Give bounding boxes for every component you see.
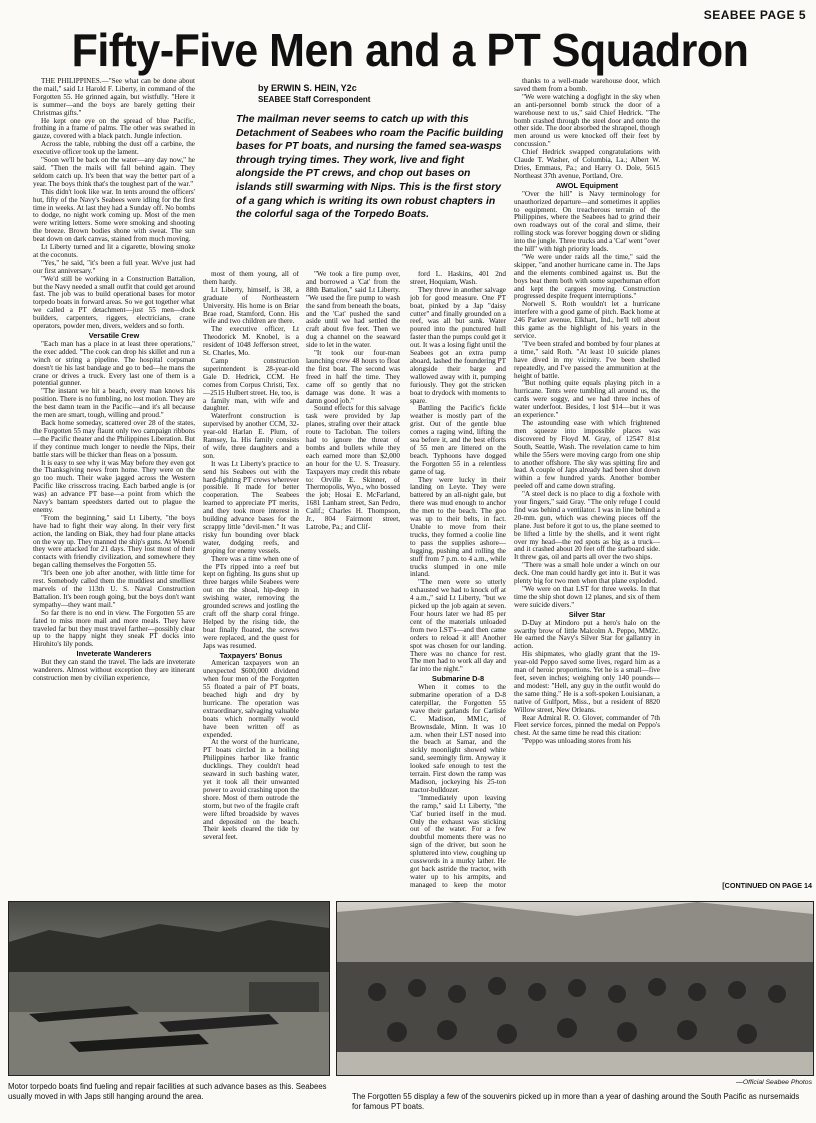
paragraph: "Peppo was unloading stores from his — [522, 737, 631, 746]
paragraph: Battling the Pacific's fickle weather is mostly part of the grist. Out of the gentle blue comes a raging wind, lifting the sea before it, and the best efforts of 55 men are littered on the beach. Typhoons have dogged the Forgotten 55 in a relentless game of tag. — [410, 404, 506, 476]
crew-souvenirs-photo-art — [337, 902, 813, 1075]
paragraph: "We were on that LST for three weeks. In that time the ship shot down 12 planes, and six of them were suicide divers." — [514, 585, 660, 609]
paragraph: Back home someday, scattered over 28 of the states, the Forgotten 55 may flaunt only two campaign ribbons—the Pacific theater and the Philippines Liberation. But if they continue much longer to needle the Nips, their battle stars will be thicker than fleas on a 'possum. — [33, 418, 195, 459]
paragraph: "But nothing quite equals playing pitch in a hurricane. Tents were tumbling all around us, the cards were soggy, and we had three inches of water underfoot. Besides, I lost $14—but it was an experience." — [514, 379, 660, 420]
paragraph: ford L. Haskins, 401 2nd street, Hoquiam, Wash. — [410, 271, 506, 286]
paragraph: Waterfront construction is supervised by another CCM, 32-year-old Harlan E. Plum, of Ramsey, Ia. His family consists of wife, three daughters and a son. — [203, 412, 299, 460]
paragraph: The executive officer, Lt Theodorick M. Knobel, is a resident of 1048 Jefferson street, St. Charles, Mo. — [203, 325, 299, 358]
paragraph: "It's been one job after another, with little time for rest. Somebody called them the muddiest and smelliest marvels of the 113th U. S. Naval Construction Battalion. It's been rough going, but the boys don't want sympathy—they want mail." — [33, 569, 195, 609]
paragraph: "A steel deck is no place to dig a foxhole with your fingers," said Gray. "The only refuge I could find was behind a ventilator. I was in line behind a 20-mm. gun, which was chewing pieces off the plane. Just before it got to us, the plane seemed to be lifted a little by the shells, and it went right over my head—the red spots as big as a truck—and it crashed about 20 feet off the starboard side. It threw gas, oil and parts all over the two ships. — [514, 490, 660, 562]
pt-base-photo-art — [9, 902, 329, 1075]
byline-staff: SEABEE Staff Correspondent — [258, 95, 371, 104]
paragraph: thanks to a well-made warehouse door, which saved them from a bomb. — [514, 78, 660, 93]
paragraph: "There was a small hole under a winch on our deck. One man could hardly get into it. But it was plenty big for two men when that plane exploded. — [514, 561, 660, 586]
paragraph: "The men were so utterly exhausted we had to knock off at 4 a.m.," said Lt Liberty, "but we picked up the job again at seven. Four hours later we had 85 per cent of the materials unloaded from two LST's—and then came orders to reload it all! Another spot was chosen for our landing. There was no chance for rest. The men had to work all day and far into the night." — [410, 578, 506, 674]
paragraph: "It took our four-man launching crew 48 hours to float the first boat. The second was freed in half the time. They came off so gently that no damage was done. It was a damn good job." — [306, 349, 400, 405]
subhead: AWOL Equipment — [555, 180, 619, 190]
paragraph: Camp construction superintendent is 28-year-old Gale D. Hedrick, CCM. He comes from Corpus Christi, Tex.—2515 Hulbert street. He, too, is a family man, with wife and daughter. — [203, 356, 299, 413]
paragraph: "The instant we hit a beach, every man knows his position. There is no fumbling, no lost motion. They are the best damn team in the Pacific—and it's all because the men are smart, tough, willing and proud." — [33, 387, 195, 420]
column-2 — [203, 271, 299, 888]
photo-caption-left: Motor torpedo boats find fueling and repair facilities at such advance bases as this. Seabees usually moved in with Japs still hanging around the area. — [8, 1082, 327, 1101]
column-5 — [514, 78, 660, 888]
paragraph: So far there is no end in view. The Forgotten 55 are fated to miss more mail and more meals. They have traveled far but they must travel farther—possibly clear up to the happy night they sneak PT docks into Hirohito's lily ponds. — [33, 608, 195, 649]
subhead: Silver Star — [568, 609, 606, 619]
paragraph: This didn't look like war. In tents around the officers' hut, fifty of the Navy's Seabees were idling for the first time in weeks. At last they had a Sunday off. No bombs to dodge, no night work coming up. Most of the men were writing letters. Some were smoking and shooting the breeze. Brown bodies shone with sweat. The sun beat down on dark canvas, stained from much moving. — [33, 187, 195, 244]
story-deck: The mailman never seems to catch up with this Detachment of Seabees who roam the Pacific building bases for PT boats, and nursing the famed sea-wasps through trying times. They work, live and fight alongside the PT crews, and chop out bases on islands still swarming with Nips. This is the first story of a gang which is writing its own robust chapters in the colorful saga of the Torpedo Boats. — [236, 114, 504, 221]
photo-caption-right: The Forgotten 55 display a few of the souvenirs picked up in more than a year of dashing around the South Pacific as nursemaids for famous PT boats. — [352, 1092, 800, 1111]
headline: Fifty-Five Men and a PT Squadron — [71, 25, 749, 77]
paragraph: D-Day at Mindoro put a hero's halo on the swarthy brow of little Malcolm A. Peppo, MM2c. He earned the Navy's Silver Star for gallantry in action. — [514, 618, 660, 651]
paragraph: THE PHILIPPINES.—"See what can be done about the mail," said Lt Harold F. Liberty, in command of the Forgotten 55. He grinned again, but wistfully. "Here it is summer—and the boys are barely getting their Christmas gifts." — [33, 78, 195, 117]
paragraph: Sound effects for this salvage task were provided by Jap planes, strafing over their attack route to Tacloban. The toilers had to ignore the threat of bombs and bullets while they each earned more than $2,000 an hour for the U. S. Treasury. Taxpayers may credit this rebate to: Orville E. Skinner, of Thermopolis, Wyo., who bossed the job; Hosai E. McFarland, 1681 Lanham street, San Pedro, Calif.; Charles H. Thompson, Jr., 804 Fairmont street, Latrobe, Pa.; and Clif- — [306, 404, 400, 531]
paragraph: When it comes to the submarine operation of a D-8 caterpillar, the Forgotten 55 wave their garlands for Carlisle C. Madison, MM1c, of Brownsdale, Minn. It was 10 a.m. when their LST nosed into the beach at Samar, and the sickly moonlight showed white sand, seemingly firm. Anyway it looked safe enough to test the terrain. First down the ramp was Madison, jockeying his 25-ton tractor-bulldozer. — [410, 683, 506, 794]
byline-name: by ERWIN S. HEIN, Y2c — [258, 83, 357, 93]
paragraph: But they can stand the travel. The lads are inveterate wanderers. Almost without exception they are itinerant construction men by civilian experience, — [33, 658, 195, 682]
paragraph: They were lucky in their landing on Leyte. They were battered by an all-night gale, but there was mud enough to anchor the men to the beach. The goo was up to their belts, in fact. Unable to move from their trucks, they formed a coolie line to pass the supplies ashore—lugging, pushing and rolling the stuff from 7 p.m. to 4 a.m., while trucks slumped in one mile inland. — [410, 475, 506, 579]
paragraph: "We took a fire pump over, and borrowed a 'Cat' from the 88th Battalion," said Lt Liberty. "We used the fire pump to wash the sand from beneath the boats, and the 'Cat' pushed the sand aside until we had settled the craft about five feet. Then we dug a channel on the seaward side to let in the water. — [306, 271, 400, 350]
column-3 — [306, 271, 400, 888]
paragraph: His shipmates, who gladly grant that the 19-year-old Peppo saved some lives, regard him as a man of heroic proportions. Yet he is a small—five feet, seven inches; weighing only 140 pounds—and modest: "Hell, any guy in the outfit would do the same thing." He is a soft-spoken Louisianan, a native of Gulfport, Miss., but a resident of 8820 Willow street, New Orleans. — [514, 650, 660, 714]
paragraph: Lt Liberty, himself, is 38, a graduate of Northeastern University. His home is on Briar Brae road, Stamford, Conn. His wife and two children are there. — [203, 285, 299, 326]
paragraph: "Soon we'll be back on the water—any day now," he said. "Then the mails will fall behind again. They seldom catch up. It's been that way the better part of a year. The boys think that's the toughest part of the war." — [33, 156, 195, 188]
paragraph: "Immediately upon leaving the ramp," said Lt Liberty, "the 'Cat' buried itself in the mud. Only the exhaust was sticking out of the water. For a few doubtful moments there was no sign of the driver, but soon he spluttered into view, coughing up cusswords in a murky lather. He got back astride the tractor, with water up to his armpits, and managed to keep the motor — [410, 793, 506, 888]
subhead: Submarine D-8 — [431, 674, 485, 684]
page-masthead: SEABEE PAGE 5 — [703, 8, 806, 22]
pt-base-photo — [8, 901, 330, 1076]
paragraph: Lt Liberty turned and lit a cigarette, blowing smoke at the coconuts. — [33, 243, 195, 259]
paragraph: There was a time when one of the PTs ripped into a reef but kept on fighting. Its guns shut up three barges while Seabees were out on the shoal, hip-deep in swishing water, removing the grounded screws and jostling the craft off the sharp coral fringe. Helped by the rising tide, the boat finally floated, the screws were replaced, and the quest for Japs was resumed. — [203, 554, 299, 650]
paragraph: Across the table, rubbing the dust off a carbine, the executive officer took up the lament. — [33, 140, 195, 157]
paragraph: It was Lt Liberty's practice to send his Seabees out with the hard-fighting PT crews wherever possible. It made for better cooperation. The Seabees learned to appreciate PT merits, and they took more interest in building advance bases for the scrappy little "devil-men." It was risky fun bounding over black water, dodging reefs, and groping for enemy vessels. — [203, 459, 299, 555]
byline — [258, 82, 438, 106]
paragraph: "From the beginning," said Lt Liberty, "the boys have had to fight their way along. In their very first action, the landing on Biak, they had four plane attacks on the way up. They manned the ship's guns. At Woendi they were attacked for 21 days. They lost most of their contacts with friendly civilization, and somewhere they began calling themselves the Forgotten 55. — [33, 513, 195, 570]
subhead: Taxpayers' Bonus — [219, 650, 283, 660]
paragraph: "Over the hill" is Navy terminology for unauthorized departure—and sometimes it applies to equipment. On treacherous terrain of the Philippines, where the Seabees had to grind their own roadways out of the coral and slime, their rolling stock was forever bogging down or sliding into the jungle. Three trucks and a 'Cat' went "over the hill" with high priority loads. — [514, 189, 660, 254]
paragraph: "We were watching a dogfight in the sky when an anti-personnel bomb struck the door of a warehouse next to us," said Chief Hedrick. "The bomb crashed through the steel door and onto the other side. The door absorbed the shrapnel, though men around us were knocked off their feet by concussion." — [514, 92, 660, 149]
paragraph: most of them young, all of them hardy. — [203, 271, 299, 286]
column-4 — [410, 271, 506, 888]
subhead: Versatile Crew — [88, 331, 140, 340]
paragraph: He kept one eye on the spread of blue Pacific, frothing in a frame of palms. The other was swathed in gauze, covered with a black patch. Jungle infection. — [33, 116, 195, 141]
paragraph: American taxpayers won an unexpected $600,000 dividend when four men of the Forgotten 55 floated a pair of PT boats, beached high and dry by hurricane. The operation was extraordinary, salvaging valuable boats which normally would have been written off as expended. — [203, 659, 299, 739]
paragraph: "Each man has a place in at least three operations," the exec added. "The cook can drop his skillet and run a winch or string a pipeline. The hospital corpsman doesn't tie his last bandage and go to bed—he mans the crane or drives a truck. Every last one of them is a potential gunner. — [33, 339, 195, 388]
paragraph: At the worst of the hurricane, PT boats circled in a boiling Philippines harbor like frantic ducklings. They couldn't head seaward in such bashing water, yet it took all their unwanted power to avoid crashing upon the shore. Most of them outrode the storm, but two of the fragile craft were lifted broadside by waves and deposited on the beach. Their keels cleared the tide by several feet. — [203, 738, 299, 842]
paragraph: Chief Hedrick swapped congratulations with Claude T. Washer, of Columbia, La.; Albert W. Dries, Emmaus, Pa.; and Harry O. Dole, 5615 Northeast 37th avenue, Portland, Ore. — [514, 148, 660, 180]
subhead: Inveterate Wanderers — [76, 649, 152, 659]
paragraph: It is easy to see why it was May before they even got the Thanksgiving news from home. They were on the go too much. Their wake jagged across the Western Pacific like crisscross tracing. Each barbed angle is (or was) an advance PT base—a point from which the Navy's bantam speedsters darted out to plague the enemy. — [33, 458, 195, 514]
paragraph: Rear Admiral R. O. Glover, commander of 7th Fleet service forces, pinned the medal on Peppo's chest. At the same time he read this citation: — [514, 713, 660, 738]
paragraph: The astounding ease with which frightened men squeeze into impossible places was discovered by Floyd M. Gray, of 12547 81st South, Seattle, Wash. The revelation came to him while the 55ers were moving cargo from one ship to another offshore. The sky was spitting fire and lead. A couple of Japs already had been shot down within a few hundred yards. Another bomber peeled off and came down strafing. — [514, 418, 660, 491]
column-1 — [33, 78, 195, 888]
paragraph: "Yes," he said, "it's been a full year. We've just had our first anniversary." — [33, 258, 195, 275]
paragraph: "I've been strafed and bombed by four planes at a time," said Roth. "At least 10 suicide planes have dived in my vicinity. I've been shelled repeatedly, and I've passed the ammunition at the height of battle. — [514, 339, 660, 380]
paragraph: "We were under raids all the time," said the skipper, "and another hurricane came in. The Japs and the elements combined against us. But the boys beat them both with some superhuman effort and kept the cargoes moving. Construction progressed despite frequent interruptions." — [514, 252, 660, 301]
crew-souvenirs-photo — [336, 901, 814, 1076]
paragraph: Norwell S. Roth wouldn't let a hurricane interfere with a good game of pitch. Back home at 246 Parker avenue, Elkhart, Ind., he'll tell about this game as the highlight of his years in the service. — [514, 300, 660, 340]
continued-note: [CONTINUED ON PAGE 14 — [722, 881, 812, 890]
photo-credit: —Official Seabee Photos — [736, 1079, 812, 1086]
paragraph: "We'd still be working in a Construction Battalion, but the Navy needed a small outfit that could get around fast. The job was to build operational bases for motor torpedo boats in forward areas. So we got together what we called a PT detachment—just 55 men—dock builders, carpenters, riggers, electricians, crane operators, powder men, divers, welders and so forth. — [33, 274, 195, 331]
paragraph: They threw in another salvage job for good measure. One PT boat, pinked by a Jap "daisy cutter" and finally grounded on a reef, was all but sunk. Water poured into the punctured hull faster than the pumps could get it out. It was a losing fight until the Seabees got an extra pump aboard, lashed the foundering PT alongside their barge and wallowed away with it, pumping furiously. They got the stricken boat to drydock with moments to spare. — [410, 285, 506, 405]
